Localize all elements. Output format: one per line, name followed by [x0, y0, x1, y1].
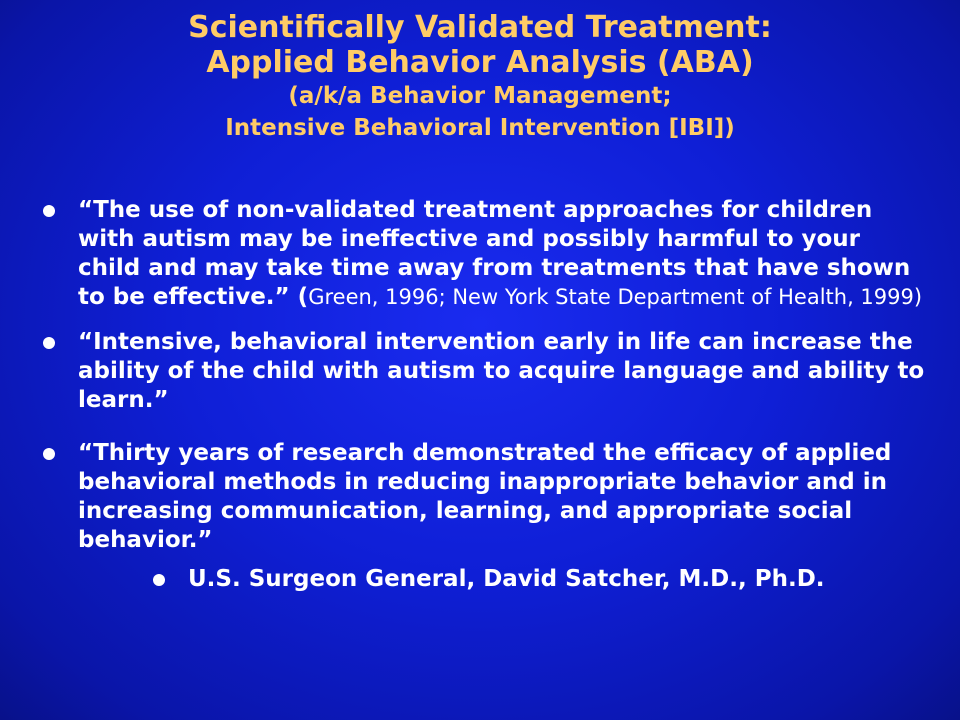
- citation-open: (: [289, 284, 309, 310]
- attribution-item: [40, 565, 930, 594]
- bullet-dot-icon: [43, 448, 55, 460]
- bullet-citation: Green, 1996; New York State Department of Health, 1999): [308, 285, 923, 309]
- bullet-dot-icon: [43, 205, 55, 217]
- title-line-1: Scientifically Validated Treatment:: [188, 10, 772, 45]
- bullet-quote: “The use of non-validated treatment approaches for children with autism may be ineffective and possibly harmful to your child and may take time away from treatments that have shown to be effective.”: [78, 197, 911, 310]
- bullet-item: [40, 328, 930, 415]
- attribution-text: U.S. Surgeon General, David Satcher, M.D., Ph.D.: [188, 566, 825, 592]
- bullet-quote: “Thirty years of research demonstrated the efficacy of applied behavioral methods in reducing inappropriate behavior and in increasing communication, learning, and appropriate social behavior.”: [78, 440, 892, 553]
- bullet-quote: “Intensive, behavioral intervention early in life can increase the ability of the child with autism to acquire language and ability to learn.”: [78, 329, 925, 413]
- bullet-item: [40, 439, 930, 555]
- slide-body: [40, 196, 930, 594]
- bullet-item: [40, 196, 930, 312]
- title-line-4: Intensive Behavioral Intervention [IBI]): [225, 115, 735, 141]
- title-line-3: (a/k/a Behavior Management;: [288, 83, 672, 109]
- title-line-2: Applied Behavior Analysis (ABA): [206, 45, 754, 80]
- bullet-dot-icon: [153, 574, 165, 586]
- bullet-dot-icon: [43, 337, 55, 349]
- slide-title: [40, 10, 920, 144]
